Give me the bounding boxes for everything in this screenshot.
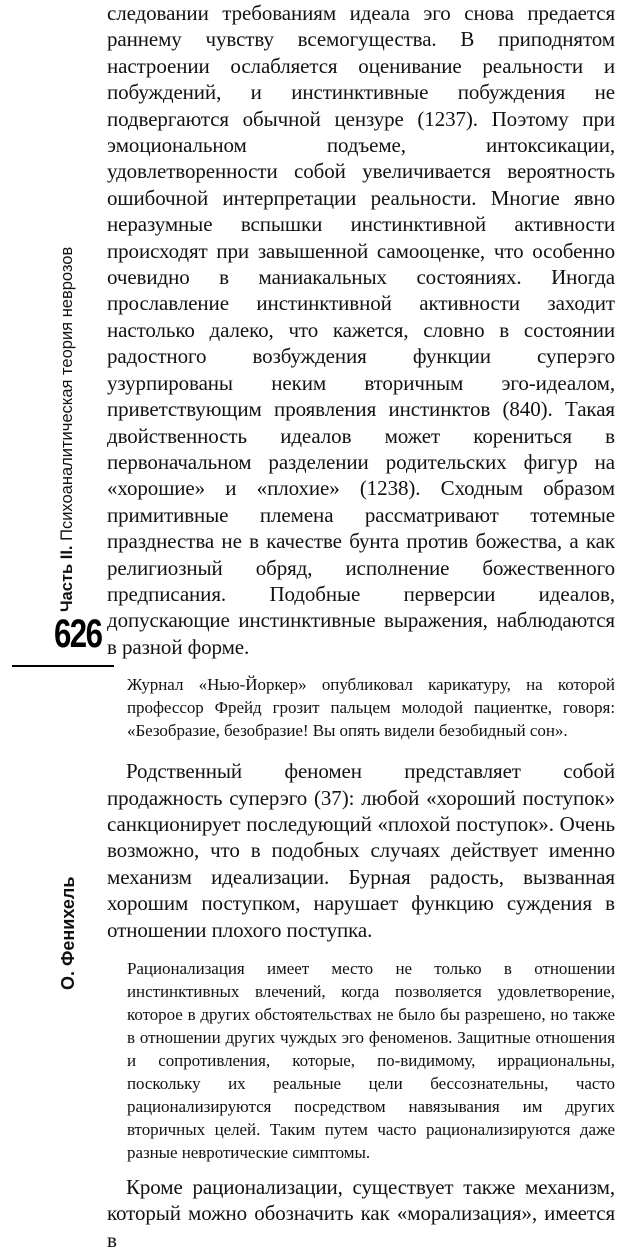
- paragraph: Родственный феномен представляет собой продажность суперэго (37): любой «хороший поступок» санкционирует последующий «плохой поступок». Очень возможно, что в подобных случаях действует именно механизм идеализации. Бурная радость, вызванная хорошим поступком, нарушает функцию суждения в отношении плохого поступка.: [107, 759, 615, 942]
- chapter-title: Психоаналитическая теория неврозов: [58, 246, 76, 541]
- chapter-part: Часть II.: [58, 545, 76, 612]
- running-title: [58, 247, 77, 612]
- footnote-block: Рационализация имеет место не только в отношении инстинктивных влечений, когда позволяется удовлетворение, которое в других обстоятельствах не было бы разрешено, но также в отношении других чуждых эго феноменов. Защитные отношения и сопротивления, которые, по-видимому, иррациональны, поскольку их реальные цели бессознательны, часто рационализируются посредством навязывания им других вторичных целей. Таким путем часто рационализируются даже разные невротические симптомы.: [127, 959, 615, 1162]
- page-margin: [0, 0, 110, 994]
- author-name: О. Фенихель: [58, 876, 78, 990]
- page-body: [107, 0, 615, 1253]
- paragraph: Кроме рационализации, существует также механизм, который можно обозначить как «морализация», имеется в: [107, 1175, 615, 1252]
- page-number-rule: [12, 665, 114, 667]
- paragraph: следовании требованиям идеала эго снова предается раннему чувству всемогущества. В приподнятом настроении ослабляется оценивание реальности и побуждений, и инстинктивные побуждения не подвергаются обычной цензуре (1237). Поэтому при эмоциональном подъеме, интоксикации, удовлетворенности собой увеличивается вероятность ошибочной интерпретации реальности. Многие явно неразумные вспышки инстинктивной активности происходят при завышенной самооценке, что особенно очевидно в маниакальных состояниях. Иногда прославление инстинктивной активности заходит настолько далеко, что кажется, словно в состоянии радостного возбуждения функции суперэго узурпированы неким вторичным эго-идеалом, приветствующим проявления инстинктов (840). Такая двойственность идеалов может корениться в первоначальном разделении родительских фигур на «хорошие» и «плохие» (1238). Сходным образом примитивные племена рассматривают тотемные празднества не в качестве бунта против божества, а как религиозный обряд, исполнение божественного предписания. Подобные перверсии идеалов, допускающие инстинктивные выражения, наблюдаются в разной форме.: [107, 1, 615, 659]
- footnote-block: Журнал «Нью-Йоркер» опубликовал карикатуру, на которой профессор Фрейд грозит пальцем молодой пациентке, говоря: «Безобразие, безобразие! Вы опять видели безобидный сон».: [127, 675, 615, 741]
- page-number: 626: [54, 612, 102, 656]
